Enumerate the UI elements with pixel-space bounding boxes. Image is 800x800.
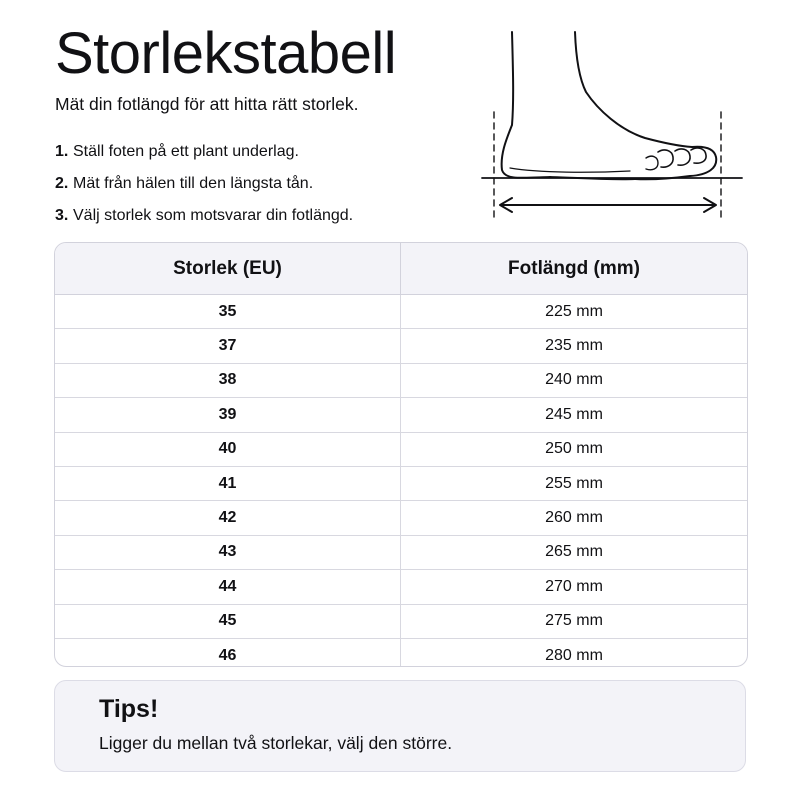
length-cell: 265 mm [401,535,748,569]
table-row [55,535,747,569]
step-text: Ställ foten på ett plant underlag. [73,143,299,160]
table-row [55,466,747,500]
step-item [55,168,353,200]
length-cell: 245 mm [401,398,748,432]
length-cell: 260 mm [401,501,748,535]
step-text: Välj storlek som motsvarar din fotlängd. [73,207,354,224]
step-number: 1. [55,143,69,160]
size-cell: 39 [55,398,401,432]
size-cell: 37 [55,329,401,363]
size-cell: 45 [55,604,401,638]
table-row [55,363,747,397]
size-cell: 43 [55,535,401,569]
size-table-card [54,242,748,667]
table-row [55,501,747,535]
table-header-row [55,243,747,295]
table-row [55,329,747,363]
column-header-foot-length: Fotlängd (mm) [401,243,748,295]
page-title: Storlekstabell [55,21,397,86]
table-row [55,604,747,638]
table-row [55,432,747,466]
page-subtitle: Mät din fotlängd för att hitta rätt storlek. [55,94,359,114]
table-row [55,638,747,667]
size-cell: 44 [55,570,401,604]
length-cell: 225 mm [401,295,748,329]
size-cell: 35 [55,295,401,329]
table-row [55,295,747,329]
instruction-steps [55,136,353,232]
length-cell: 250 mm [401,432,748,466]
size-cell: 40 [55,432,401,466]
length-cell: 255 mm [401,466,748,500]
tips-box [54,680,746,772]
length-cell: 270 mm [401,570,748,604]
length-cell: 240 mm [401,363,748,397]
step-item [55,200,353,232]
step-number: 2. [55,175,69,192]
length-cell: 275 mm [401,604,748,638]
size-cell: 46 [55,638,401,667]
tips-text: Ligger du mellan två storlekar, välj den större. [99,733,453,753]
foot-measure-icon [480,30,750,225]
step-text: Mät från hälen till den längsta tån. [73,175,314,192]
tips-title: Tips! [99,695,159,723]
step-item [55,136,353,168]
table-row [55,398,747,432]
size-cell: 42 [55,501,401,535]
length-cell: 280 mm [545,646,603,664]
size-cell: 41 [55,466,401,500]
table-row [55,570,747,604]
size-cell: 38 [55,363,401,397]
step-number: 3. [55,207,69,224]
length-cell: 235 mm [401,329,748,363]
column-header-size: Storlek (EU) [55,243,401,295]
size-table [55,243,747,667]
